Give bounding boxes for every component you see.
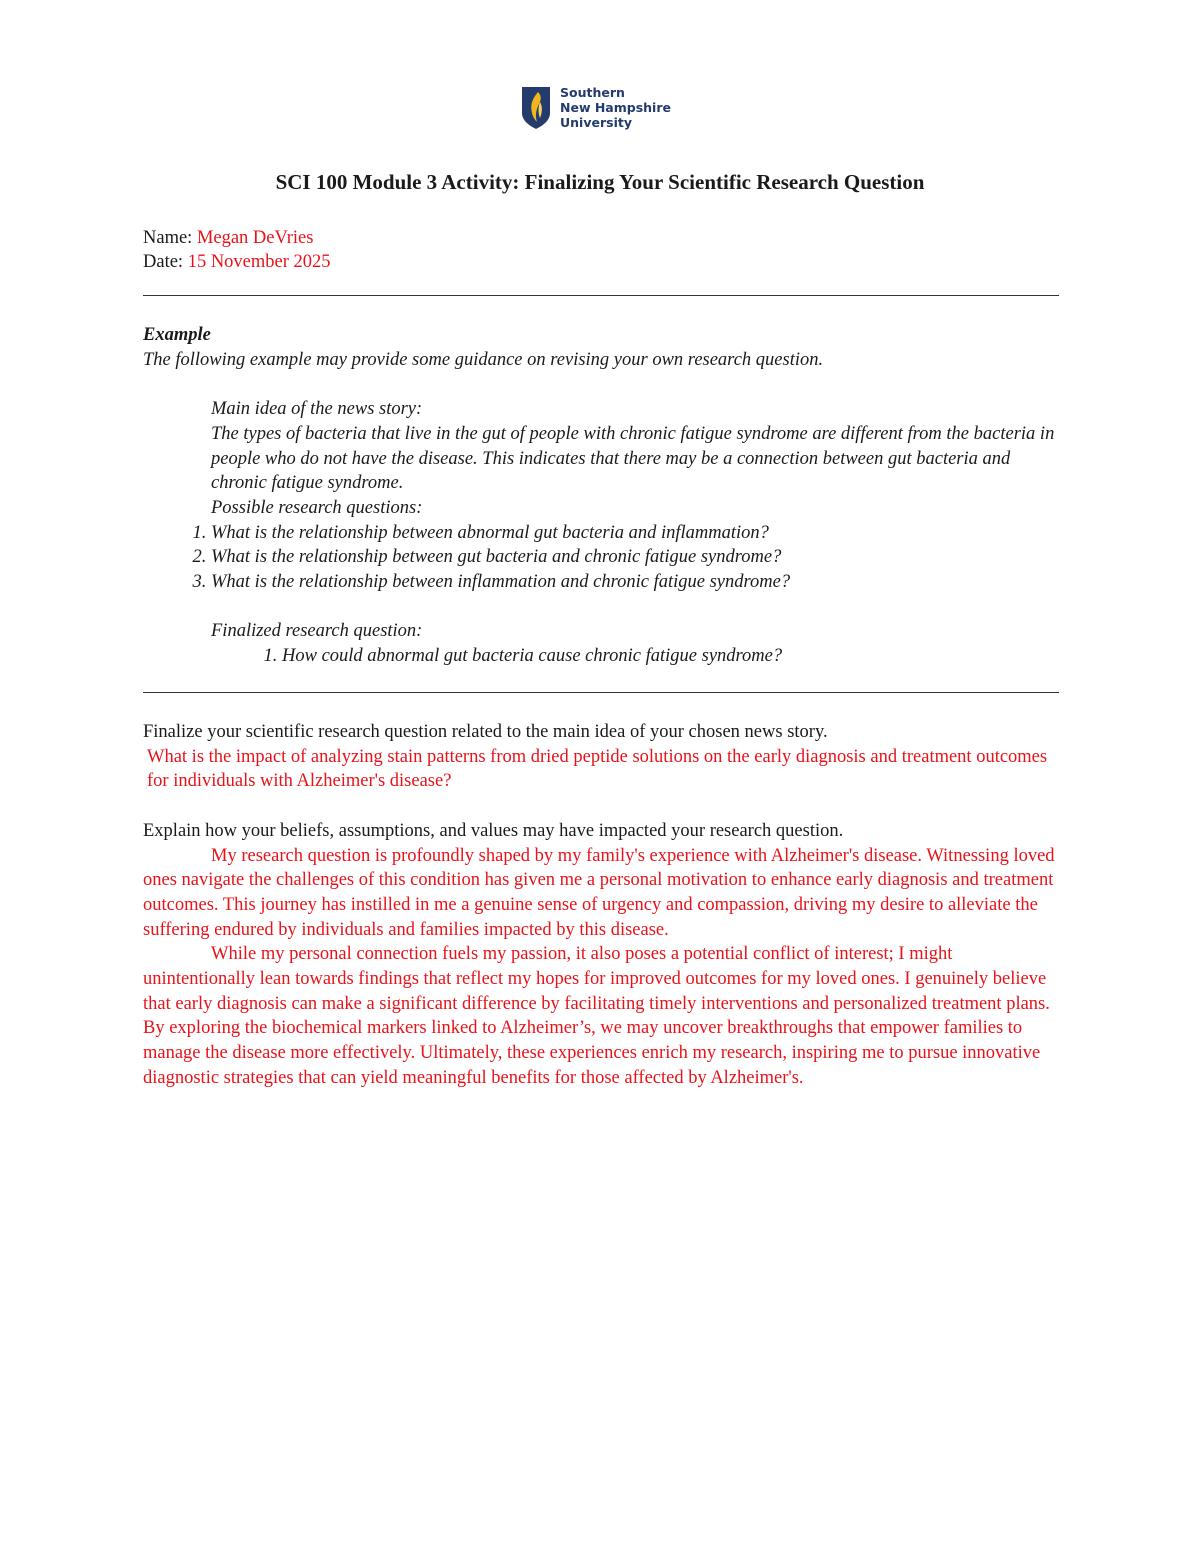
- date-value: 15 November 2025: [187, 252, 331, 272]
- name-label: Name:: [143, 228, 193, 248]
- answer-paragraph-2: While my personal connection fuels my passion, it also poses a potential conflict of interest; I might unintentionally lean towards findings that reflect my hopes for improved outcomes for my loved ones. I genuinely believe that early diagnosis can make a significant difference by facilitating timely interventions and personalized treatment plans. By exploring the biochemical markers linked to Alzheimer’s, we may uncover breakthroughs that empower families to manage the disease more effectively. Ultimately, these experiences enrich my research, inspiring me to pursue innovative diagnostic strategies that can yield meaningful benefits for those affected by Alzheimer's.: [143, 944, 1050, 1088]
- example-intro: The following example may provide some guidance on revising your own research question.: [143, 349, 824, 370]
- date-label: Date:: [143, 252, 184, 272]
- divider-top: [143, 295, 1059, 296]
- example-section: [143, 323, 1063, 669]
- snhu-shield-icon: [521, 86, 551, 130]
- prompt-finalize-question: Finalize your scientific research question related to the main idea of your chosen news story.: [143, 722, 828, 742]
- main-idea-text: The types of bacteria that live in the gut of people with chronic fatigue syndrome are different from the bacteria in people who do not have the disease. This indicates that there may be a connection between gut bacteria and chronic fatigue syndrome.: [211, 423, 1055, 494]
- answer-research-question: What is the impact of analyzing stain patterns from dried peptide solutions on the early diagnosis and treatment outcomes for individuals with Alzheimer's disease?: [147, 746, 1048, 792]
- prompt-beliefs-assumptions: Explain how your beliefs, assumptions, and values may have impacted your research question.: [143, 820, 844, 841]
- list-item: 1. What is the relationship between abnormal gut bacteria and inflammation?: [211, 521, 1063, 546]
- example-heading: Example: [143, 325, 211, 345]
- list-item: 2. What is the relationship between gut bacteria and chronic fatigue syndrome?: [211, 545, 1063, 570]
- page-title: SCI 100 Module 3 Activity: Finalizing Your Scientific Research Question: [275, 170, 925, 194]
- name-field: [143, 226, 313, 250]
- list-item: 1. How could abnormal gut bacteria cause chronic fatigue syndrome?: [282, 644, 1063, 669]
- finalized-question-label: Finalized research question:: [211, 621, 423, 642]
- divider-bottom: [143, 692, 1059, 693]
- list-item: 3. What is the relationship between inflammation and chronic fatigue syndrome?: [211, 570, 1063, 595]
- response-section: [143, 720, 1063, 1091]
- snhu-wordmark: Southern New Hampshire University: [560, 85, 671, 130]
- possible-questions-label: Possible research questions:: [211, 497, 423, 518]
- date-field: [143, 250, 331, 274]
- answer-paragraph-1: My research question is profoundly shaped by my family's experience with Alzheimer's disease. Witnessing loved ones navigate the challenges of this condition has given me a personal motivation to enhance early diagnosis and treatment outcomes. This journey has instilled in me a genuine sense of urgency and compassion, driving my desire to alleviate the suffering endured by individuals and families impacted by this disease.: [143, 845, 1055, 940]
- possible-questions-list: [143, 521, 1063, 595]
- snhu-logo: [521, 85, 671, 130]
- main-idea-label: Main idea of the news story:: [211, 399, 423, 420]
- name-value: Megan DeVries: [196, 228, 314, 248]
- finalized-questions-list: [143, 644, 1063, 669]
